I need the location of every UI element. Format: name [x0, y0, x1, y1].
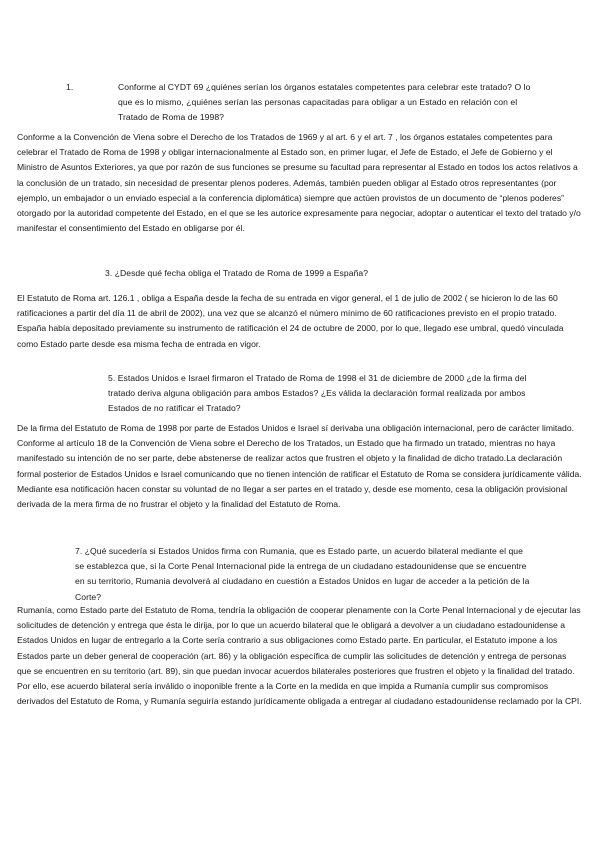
question-1-number: 1. [66, 82, 74, 92]
answer-7-text: Rumanía, como Estado parte del Estatuto de Roma, tendría la obligación de cooperar plenamente con la Corte Penal Internacional y de ejecutar las solicitudes de detención y entrega que ésta le dirija, por lo que un acuerdo bilateral que le obligará a devolver a un ciudadano estadounidense a Estados Unidos en lugar de entregarlo a la Corte sería contrario a sus obligaciones como Estado parte. En particular, el Estatuto impone a los Estados parte un deber general de cooperación (art. 86) y la obligación específica de cumplir las solicitudes de detención y entrega de personas que se encuentren en su territorio (art. 89), sin que puedan invocar acuerdos bilaterales posteriores que frustren el objeto y la finalidad del tratado. Por ello, ese acuerdo bilateral sería inválido o inoponible frente a la Corte en la medida en que impida a Rumanía cumplir sus compromisos derivados del Estatuto de Roma, y Rumanía seguiría estando jurídicamente obligada a entregar al ciudadano estadounidense reclamado por la CPI. [17, 605, 582, 707]
answer-1-text: Conforme a la Convención de Viena sobre el Derecho de los Tratados de 1969 y al art. 6 y el art. 7 , los órganos estatales competentes para celebrar el Tratado de Roma de 1998 y obligar internacionalmente al Estado son, en primer lugar, el Jefe de Estado, el Jefe de Gobierno y el Ministro de Asuntos Exteriores, ya que por razón de sus funciones se presume su facultad para representar al Estado en todos los actos relativos a la conclusión de un tratado, sin necesidad de presentar plenos poderes. Además, también pueden obligar al Estado otros representantes (por ejemplo, un embajador o un enviado especial a la conferencia diplomática) siempre que actúen provistos de un documento de “plenos poderes” otorgado por la autoridad competente del Estado, en el que se les autorice expresamente para negociar, adoptar o autenticar el texto del tratado y/o manifestar el consentimiento del Estado en obligarse por él. [17, 132, 581, 234]
question-7-text: 7. ¿Qué sucedería si Estados Unidos firma con Rumania, que es Estado parte, un acuerdo bilateral mediante el que se establezca que, si la Corte Penal Internacional pide la entrega de un ciudadano estadounidense que se encuentre en su territorio, Rumania devolverá al ciudadano en cuestión a Estados Unidos en lugar de acceder a la petición de la Corte? [75, 546, 530, 602]
answer-3-text: El Estatuto de Roma art. 126.1 , obliga a España desde la fecha de su entrada en vigor general, el 1 de julio de 2002 ( se hicieron lo de las 60 ratificaciones a partir del día 11 de abril de 2002), una vez que se alcanzó el número mínimo de 60 ratificaciones previsto en el propio tratado. España había depositado previamente su instrumento de ratificación el 24 de octubre de 2000, por lo que, llegado ese umbral, quedó vinculada como Estado parte desde esa misma fecha de entrada en vigor. [17, 293, 564, 349]
question-1 [66, 80, 532, 126]
question-5 [108, 371, 528, 417]
answer-7 [17, 603, 583, 709]
answer-5-text: De la firma del Estatuto de Roma de 1998 por parte de Estados Unidos e Israel sí derivaba una obligación internacional, pero de carácter limitado. Conforme al artículo 18 de la Convención de Viena sobre el Derecho de los Tratados, un Estado que ha firmado un tratado, mientras no haya manifestado su intención de no ser parte, debe abstenerse de realizar actos que frustren el objeto y la finalidad de dicho tratado.La declaración formal posterior de Estados Unidos e Israel comunicando que no tienen intención de ratificar el Estatuto de Roma se considera jurídicamente válida. Mediante esa notificación hacen constar su voluntad de no llegar a ser partes en el tratado y, desde ese momento, cesa la obligación provisional derivada de la mera firma de no frustrar el objeto y la finalidad del Estatuto de Roma. [17, 423, 582, 510]
answer-3 [17, 291, 583, 352]
question-3 [105, 266, 545, 281]
question-1-text: Conforme al CYDT 69 ¿quiénes serían los órganos estatales competentes para celebrar este tratado? O lo que es lo mismo, ¿quiénes serían las personas capacitadas para obligar a un Estado en relación con el Tratado de Roma de 1998? [118, 82, 531, 123]
answer-1 [17, 130, 583, 236]
question-5-text: 5. Estados Unidos e Israel firmaron el Tratado de Roma de 1998 el 31 de diciembre de 2000 ¿de la firma del tratado deriva alguna obligación para ambos Estados? ¿Es válida la declaración formal realizada por ambos Estados de no ratificar el Tratado? [108, 373, 527, 414]
answer-5 [17, 421, 583, 512]
question-3-text: 3. ¿Desde qué fecha obliga el Tratado de Roma de 1999 a España? [105, 268, 369, 278]
question-7 [75, 544, 533, 605]
